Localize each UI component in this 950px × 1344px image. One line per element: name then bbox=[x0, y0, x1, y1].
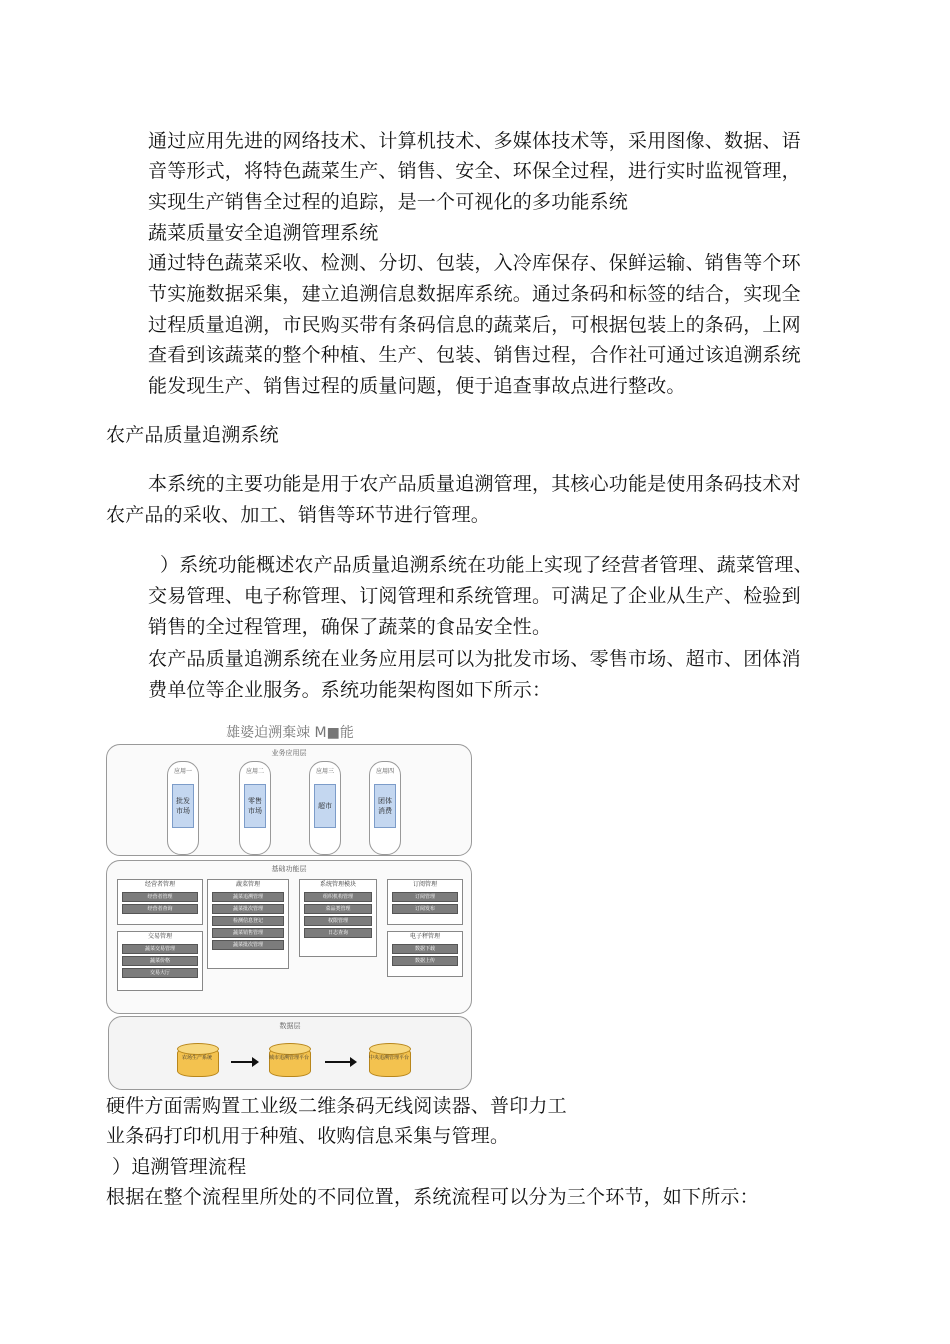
architecture-diagram bbox=[106, 722, 474, 1094]
module-title: 经营者管理 bbox=[144, 881, 175, 888]
app-card bbox=[309, 761, 341, 855]
diagram-title: 雄婆迫溯棄竦 M■能 bbox=[226, 725, 354, 741]
section-heading: ）追溯管理流程 bbox=[112, 1156, 247, 1178]
app-layer bbox=[106, 744, 472, 856]
arrow-right-icon bbox=[325, 1061, 355, 1063]
module-box bbox=[117, 879, 203, 925]
base-layer-label: 基础功能层 bbox=[271, 865, 307, 873]
app-head: 应用二 bbox=[245, 768, 264, 775]
database-top bbox=[177, 1043, 219, 1055]
module-item: 检测信息登记 bbox=[212, 916, 284, 926]
module-box bbox=[387, 931, 463, 977]
paragraph-line: 硬件方面需购置工业级二维条码无线阅读器、普印力工 bbox=[106, 1095, 567, 1117]
paragraph-line: 交易管理、电子称管理、订阅管理和系统管理。可满足了企业从生产、检验到 bbox=[148, 585, 801, 607]
paragraph-line: 查看到该蔬菜的整个种植、生产、包装、销售过程，合作社可通过该追溯系统 bbox=[148, 344, 801, 366]
paragraph-line: 能发现生产、销售过程的质量问题，便于追查事故点进行整改。 bbox=[148, 375, 686, 397]
paragraph-line: 节实施数据采集，建立追溯信息数据库系统。通过条码和标签的结合，实现全 bbox=[148, 283, 801, 305]
paragraph-line: 通过应用先进的网络技术、计算机技术、多媒体技术等，采用图像、数据、语 bbox=[148, 130, 801, 152]
paragraph-line: 实现生产销售全过程的追踪，是一个可视化的多功能系统 bbox=[148, 191, 629, 213]
paragraph-line: 业条码打印机用于种殖、收购信息采集与管理。 bbox=[106, 1125, 510, 1147]
app-card bbox=[369, 761, 401, 855]
module-item: 经营者管理 bbox=[122, 892, 198, 902]
app-name: 零售市场 bbox=[244, 784, 266, 828]
paragraph-line: ）系统功能概述农产品质量追溯系统在功能上实现了经营者管理、蔬菜管理、 bbox=[160, 554, 813, 576]
database-icon bbox=[269, 1043, 309, 1077]
module-title: 交易管理 bbox=[147, 933, 172, 940]
module-item: 组织机构管理 bbox=[304, 892, 372, 902]
module-title: 电子秤管理 bbox=[409, 933, 440, 940]
data-layer bbox=[108, 1016, 472, 1090]
paragraph-line: 费单位等企业服务。系统功能架构图如下所示： bbox=[148, 679, 552, 701]
paragraph-line: 过程质量追溯，市民购买带有条码信息的蔬菜后，可根据包装上的条码，上网 bbox=[148, 314, 801, 336]
database-icon bbox=[177, 1043, 217, 1077]
module-item: 蔬菜价格 bbox=[122, 956, 198, 966]
app-card bbox=[167, 761, 199, 855]
app-head: 应用四 bbox=[375, 768, 394, 775]
module-item: 数据下载 bbox=[392, 944, 458, 954]
app-head: 应用三 bbox=[315, 768, 334, 775]
data-layer-label: 数据层 bbox=[279, 1022, 301, 1030]
module-item: 权限管理 bbox=[304, 916, 372, 926]
module-item: 蔬菜交易管理 bbox=[122, 944, 198, 954]
module-item: 蔬菜销售管理 bbox=[212, 928, 284, 938]
database-label: 中央追溯管理平台 bbox=[369, 1055, 410, 1061]
database-label: 城市追溯管理平台 bbox=[269, 1055, 310, 1061]
section-heading: 蔬菜质量安全追溯管理系统 bbox=[148, 222, 379, 244]
paragraph-line: 农产品质量追溯系统在业务应用层可以为批发市场、零售市场、超市、团体消 bbox=[148, 648, 801, 670]
app-card bbox=[239, 761, 271, 855]
base-layer bbox=[106, 860, 472, 1014]
paragraph-line: 农产品的采收、加工、销售等环节进行管理。 bbox=[106, 504, 491, 526]
module-box bbox=[207, 879, 289, 969]
module-item: 日志查询 bbox=[304, 928, 372, 938]
module-item: 订阅管理 bbox=[392, 892, 458, 902]
paragraph-line: 根据在整个流程里所处的不同位置，系统流程可以分为三个环节，如下所示： bbox=[106, 1186, 759, 1208]
app-name: 超市 bbox=[314, 784, 336, 828]
module-item: 蔬菜批次管理 bbox=[212, 940, 284, 950]
paragraph-line: 通过特色蔬菜采收、检测、分切、包装，入冷库保存、保鲜运输、销售等个环 bbox=[148, 252, 801, 274]
paragraph-line: 音等形式，将特色蔬菜生产、销售、安全、环保全过程，进行实时监视管理， bbox=[148, 160, 801, 182]
app-name: 团体消费 bbox=[374, 784, 396, 828]
app-head: 应用一 bbox=[173, 768, 192, 775]
module-item: 蔬菜批次管理 bbox=[212, 904, 284, 914]
paragraph-line: 本系统的主要功能是用于农产品质量追溯管理，其核心功能是使用条码技术对 bbox=[148, 473, 801, 495]
module-item: 数据上传 bbox=[392, 956, 458, 966]
module-title: 订阅管理 bbox=[412, 881, 437, 888]
module-item: 订阅发布 bbox=[392, 904, 458, 914]
section-heading: 农产品质量追溯系统 bbox=[106, 424, 279, 446]
database-top bbox=[369, 1043, 411, 1055]
app-name: 批发市场 bbox=[172, 784, 194, 828]
module-item: 交易大厅 bbox=[122, 968, 198, 978]
database-label: 农场生产系统 bbox=[181, 1055, 212, 1061]
arrow-right-icon bbox=[231, 1061, 257, 1063]
database-icon bbox=[369, 1043, 409, 1077]
module-title: 系统管理模块 bbox=[319, 881, 356, 888]
module-box bbox=[387, 879, 463, 925]
database-top bbox=[269, 1043, 311, 1055]
module-item: 蔬菜追溯管理 bbox=[212, 892, 284, 902]
module-item: 菜品类管理 bbox=[304, 904, 372, 914]
app-layer-label: 业务应用层 bbox=[271, 749, 307, 757]
module-item: 经营者查询 bbox=[122, 904, 198, 914]
module-box bbox=[117, 931, 203, 991]
module-title: 蔬菜管理 bbox=[235, 881, 260, 888]
module-box bbox=[299, 879, 377, 957]
paragraph-line: 销售的全过程管理，确保了蔬菜的食品安全性。 bbox=[148, 616, 552, 638]
